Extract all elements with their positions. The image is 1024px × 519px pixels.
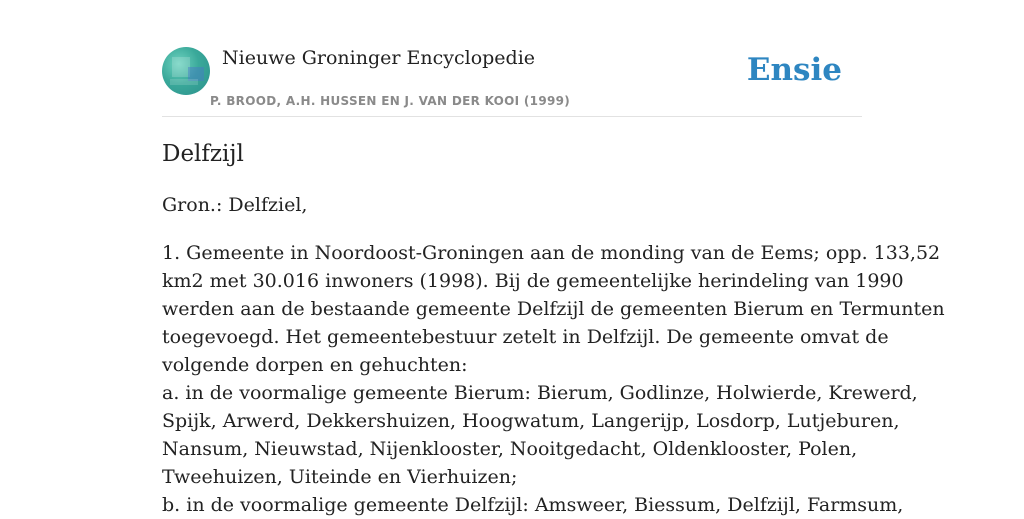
- entry-title: Delfzijl: [162, 141, 244, 167]
- book-title-link[interactable]: Nieuwe Groninger Encyclopedie: [222, 47, 536, 69]
- header: [162, 44, 862, 117]
- book-authors: P. BROOD, A.H. HUSSEN EN J. VAN DER KOOI (1999): [210, 94, 571, 108]
- body-line: Nansum, Nieuwstad, Nijenklooster, Nooitgedacht, Oldenklooster, Polen,: [162, 438, 858, 460]
- body-line: a. in de voormalige gemeente Bierum: Bierum, Godlinze, Holwierde, Krewerd,: [162, 382, 918, 404]
- ensie-logo[interactable]: Ensie: [746, 52, 842, 88]
- cover-decoration: [170, 79, 198, 85]
- body-line: toegevoegd. Het gemeentebestuur zetelt in Delfzijl. De gemeente omvat de: [162, 326, 889, 348]
- body-line: werden aan de bestaande gemeente Delfzijl de gemeenten Bierum en Termunten: [162, 298, 945, 320]
- book-cover-icon[interactable]: [162, 47, 210, 95]
- dialect-name: Gron.: Delfziel,: [162, 194, 308, 216]
- body-line: km2 met 30.016 inwoners (1998). Bij de gemeentelijke herindeling van 1990: [162, 270, 904, 292]
- body-line: Spijk, Arwerd, Dekkershuizen, Hoogwatum, Langerijp, Losdorp, Lutjeburen,: [162, 410, 900, 432]
- body-line: b. in de voormalige gemeente Delfzijl: Amsweer, Biessum, Delfzijl, Farmsum,: [162, 494, 904, 516]
- body-line: 1. Gemeente in Noordoost-Groningen aan de monding van de Eems; opp. 133,52: [162, 242, 941, 264]
- body-line: volgende dorpen en gehuchten:: [162, 354, 468, 376]
- entry-body: [162, 239, 945, 519]
- body-line: Tweehuizen, Uiteinde en Vierhuizen;: [162, 466, 518, 488]
